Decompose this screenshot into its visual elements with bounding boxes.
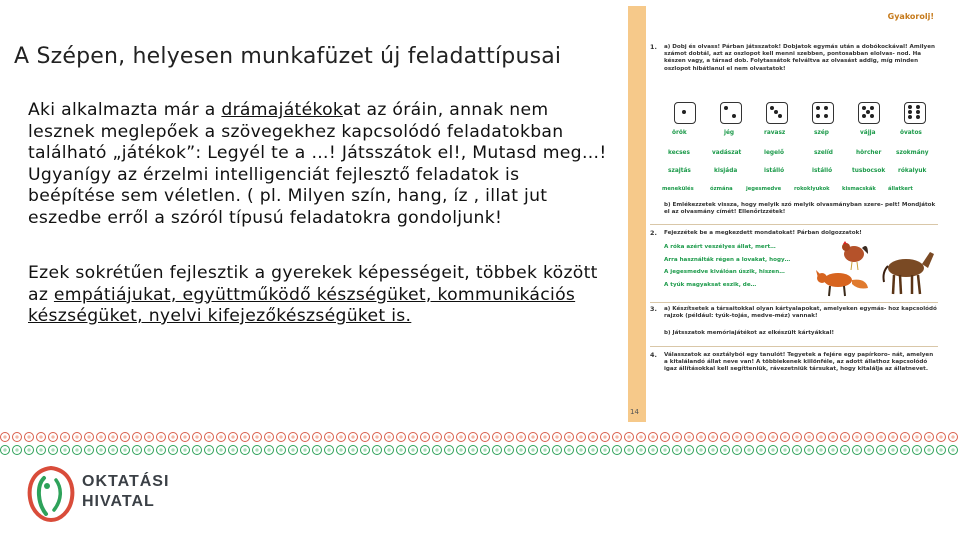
ornament-dot-icon xyxy=(672,445,682,455)
ornament-dot-icon xyxy=(180,432,190,442)
ornament-dot-icon xyxy=(636,432,646,442)
task-1a xyxy=(650,44,938,73)
logo-line-1: OKTATÁSI xyxy=(82,473,170,490)
ornament-dot-icon xyxy=(24,445,34,455)
ornament-dot-icon xyxy=(384,445,394,455)
ornament-dot-icon xyxy=(180,445,190,455)
ornament-dot-icon xyxy=(156,445,166,455)
ornament-dot-icon xyxy=(696,445,706,455)
ornament-dot-icon xyxy=(264,445,274,455)
task-number: 2. xyxy=(650,229,657,237)
ornament-dot-icon xyxy=(276,445,286,455)
ornament-dot-icon xyxy=(540,432,550,442)
ornament-dot-icon xyxy=(60,432,70,442)
ornament-dot-icon xyxy=(672,432,682,442)
word: menekülés xyxy=(662,186,694,192)
divider xyxy=(650,346,938,347)
ornament-dot-icon xyxy=(348,445,358,455)
oktatasi-hivatal-logo xyxy=(26,464,176,524)
word: vájja xyxy=(860,130,876,136)
word: kismacskák xyxy=(842,186,876,192)
word: rokoklyukok xyxy=(794,186,830,192)
ornament-dot-icon xyxy=(864,432,874,442)
fox-icon xyxy=(816,270,868,296)
sentence: A tyúk magyaksat eszik, de… xyxy=(664,281,757,288)
ornament-dot-icon xyxy=(648,432,658,442)
ornament-dot-icon xyxy=(504,445,514,455)
sentence: A róka azért veszélyes állat, mert… xyxy=(664,244,776,251)
task-text: b) Játsszatok memóriajátékot az elkészült kártyákkal! xyxy=(664,330,835,336)
sentence: Arra használták régen a lovakat, hogy… xyxy=(664,256,791,263)
word: istálló xyxy=(764,168,785,174)
p1-text-rest: at az óráin, annak nem lesznek meglepőek a szövegekhez kapcsolódó feladatokban található „játékok”: Legyél te a …! Játsszátok el!, Mutasd meg…! Ugyanígy az érzelmi intelligenciát fejlesztő feladatok is beépítése sem véletlen. ( pl. Milyen szín, hang, íz , illat jut eszedbe erről a szóról típusú feladatokra gondoljunk! xyxy=(28,100,607,228)
ornament-dot-icon xyxy=(12,432,22,442)
divider xyxy=(650,224,938,225)
ornament-dot-icon xyxy=(144,445,154,455)
ornament-dot-icon xyxy=(708,445,718,455)
task-text: Fejezzétek be a megkezdett mondatokat! Párban dolgozzatok! xyxy=(664,230,862,236)
task-3b xyxy=(650,330,938,337)
ornament-dot-icon xyxy=(552,432,562,442)
ornament-dot-icon xyxy=(684,432,694,442)
dice-row xyxy=(664,102,934,128)
ornament-dot-icon xyxy=(768,432,778,442)
ornament-dot-icon xyxy=(192,445,202,455)
ornament-dot-icon xyxy=(588,445,598,455)
workbook-page xyxy=(628,6,946,422)
task-text: a) Dobj és olvass! Párban játsszatok! Dobjatok egymás után a dobókockával! Amilyen számot dobtál, azt az oszlopot kell menni szebben, pontosabban elolvas- nod. Ha készen vagy, a társad dob. Folytassátok felváltva az olvasást addig, míg minden oszlopot hibátlanul el nem olvastatok! xyxy=(664,44,935,72)
ornament-dot-icon xyxy=(480,445,490,455)
ornament-dot-icon xyxy=(300,432,310,442)
ornament-dot-icon xyxy=(948,432,958,442)
ornament-dot-icon xyxy=(864,445,874,455)
word: hörcher xyxy=(856,150,882,156)
ornament-dot-icon xyxy=(600,432,610,442)
ornament-dot-icon xyxy=(876,432,886,442)
logo-text xyxy=(82,472,169,512)
ornament-dot-icon xyxy=(312,445,322,455)
ornament-dot-icon xyxy=(216,432,226,442)
ornament-dot-icon xyxy=(564,432,574,442)
ornament-dot-icon xyxy=(84,432,94,442)
ornament-dot-icon xyxy=(372,445,382,455)
ornament-dot-icon xyxy=(804,445,814,455)
ornament-dot-icon xyxy=(108,432,118,442)
word: szép xyxy=(814,130,829,136)
word: állatkert xyxy=(888,186,913,192)
ornament-dot-icon xyxy=(732,432,742,442)
ornament-dot-icon xyxy=(876,445,886,455)
task-1b xyxy=(650,202,938,216)
p1-underlined-term: drámajátékok xyxy=(221,100,343,120)
ornament-dot-icon xyxy=(120,445,130,455)
ornament-dot-icon xyxy=(624,432,634,442)
p2-text-start: Ezek sokrétűen fejlesztik a gyerekek képességeit, többek között az xyxy=(28,263,598,305)
ornament-dot-icon xyxy=(168,445,178,455)
ornament-dot-icon xyxy=(816,445,826,455)
ornament-dot-icon xyxy=(852,432,862,442)
hen-icon xyxy=(842,241,868,270)
word: szelíd xyxy=(814,150,833,156)
ornament-dot-icon xyxy=(600,445,610,455)
ornament-dot-icon xyxy=(528,445,538,455)
ornament-dot-icon xyxy=(216,445,226,455)
page-title: A Szépen, helyesen munkafüzet új feladattípusai xyxy=(14,44,562,69)
ornament-dot-icon xyxy=(576,445,586,455)
ornament-dot-icon xyxy=(0,432,10,442)
ornament-dot-icon xyxy=(516,432,526,442)
task-number: 1. xyxy=(650,43,657,51)
ornament-dot-icon xyxy=(96,445,106,455)
ornament-dot-icon xyxy=(816,432,826,442)
ornament-dot-icon xyxy=(912,432,922,442)
sentence: A jegesmedve kiválóan úszik, hiszen… xyxy=(664,269,785,276)
ornament-dot-icon xyxy=(36,445,46,455)
sentence-list xyxy=(650,241,800,291)
word: ravasz xyxy=(764,130,786,136)
ornament-dot-icon xyxy=(840,432,850,442)
ornament-dot-icon xyxy=(696,432,706,442)
ornament-dot-icon xyxy=(120,432,130,442)
ornament-dot-icon xyxy=(708,432,718,442)
ornament-dot-icon xyxy=(720,445,730,455)
ornament-dot-icon xyxy=(240,432,250,442)
task-4 xyxy=(650,352,938,374)
divider xyxy=(650,302,938,303)
die-three-icon xyxy=(766,102,788,124)
ornament-dot-icon xyxy=(828,445,838,455)
workbook-side-strip xyxy=(628,6,646,422)
task-text: b) Emlékezzetek vissza, hogy melyik szó melyik olvasmányban szere- pelt! Mondjátok el az olvasmány címét! Ellenőrizzétek! xyxy=(664,202,936,216)
ornament-dot-icon xyxy=(660,445,670,455)
owl-logo-icon xyxy=(26,464,76,524)
word: szokmány xyxy=(896,150,929,156)
ornament-dot-icon xyxy=(468,432,478,442)
ornament-dot-icon xyxy=(96,432,106,442)
ornament-dot-icon xyxy=(456,432,466,442)
ornament-dot-icon xyxy=(636,445,646,455)
ornament-dot-icon xyxy=(432,445,442,455)
ornament-dot-icon xyxy=(420,445,430,455)
ornament-dot-icon xyxy=(732,445,742,455)
ornament-dot-icon xyxy=(240,445,250,455)
ornament-dot-icon xyxy=(588,432,598,442)
ornament-dot-icon xyxy=(264,432,274,442)
ornament-dot-icon xyxy=(444,445,454,455)
ornament-dot-icon xyxy=(192,432,202,442)
ornament-dot-icon xyxy=(0,445,10,455)
ornament-dot-icon xyxy=(936,432,946,442)
task-text: Válasszatok az osztályból egy tanulót! Tegyetek a fejére egy papírkoro- nát, amelyen a kitalálandó állat neve van! A többiekenek kiilönféle, az adott állathoz kapcsolódó igaz állításokkal kell segítteniük, rávezetniük társukat, hogy kitalálja az állatnevet. xyxy=(664,352,934,373)
ornament-dot-icon xyxy=(396,445,406,455)
ornament-dot-icon xyxy=(768,445,778,455)
ornament-dot-icon xyxy=(324,445,334,455)
word: kecses xyxy=(668,150,690,156)
ornament-dot-icon xyxy=(780,432,790,442)
ornament-dot-icon xyxy=(360,445,370,455)
ornament-dot-icon xyxy=(228,445,238,455)
ornament-dot-icon xyxy=(660,432,670,442)
word: ózmána xyxy=(710,186,733,192)
ornament-dot-icon xyxy=(492,432,502,442)
ornament-dot-icon xyxy=(900,445,910,455)
ornament-dot-icon xyxy=(456,445,466,455)
skills-paragraph xyxy=(28,263,608,328)
task-number: 4. xyxy=(650,351,657,359)
ornament-dot-icon xyxy=(312,432,322,442)
ornament-dot-icon xyxy=(504,432,514,442)
ornament-dot-icon xyxy=(204,445,214,455)
word: örök xyxy=(672,130,687,136)
ornament-dot-icon xyxy=(156,432,166,442)
ornament-dot-icon xyxy=(792,432,802,442)
ornament-dot-icon xyxy=(300,445,310,455)
ornament-row-red xyxy=(0,431,960,443)
ornament-dot-icon xyxy=(72,445,82,455)
ornament-dot-icon xyxy=(252,445,262,455)
ornament-dot-icon xyxy=(252,432,262,442)
ornament-dot-icon xyxy=(492,445,502,455)
ornament-dot-icon xyxy=(780,445,790,455)
ornament-dot-icon xyxy=(348,432,358,442)
ornament-dot-icon xyxy=(888,432,898,442)
ornament-dot-icon xyxy=(936,445,946,455)
ornament-dot-icon xyxy=(288,445,298,455)
workbook-page-number: 14 xyxy=(630,408,639,416)
die-five-icon xyxy=(858,102,880,124)
horse-icon xyxy=(884,252,935,294)
word: legelő xyxy=(764,150,784,156)
ornament-dot-icon xyxy=(324,432,334,442)
ornament-dot-icon xyxy=(684,445,694,455)
word: vadászat xyxy=(712,150,742,156)
ornament-dot-icon xyxy=(804,432,814,442)
ornament-dot-icon xyxy=(480,432,490,442)
ornament-dot-icon xyxy=(744,432,754,442)
ornament-dot-icon xyxy=(384,432,394,442)
ornament-dot-icon xyxy=(828,432,838,442)
word: kisjáda xyxy=(714,168,738,174)
ornament-dot-icon xyxy=(24,432,34,442)
task-3a xyxy=(650,306,938,320)
ornament-dot-icon xyxy=(612,432,622,442)
task-number: 3. xyxy=(650,305,657,313)
ornament-dot-icon xyxy=(108,445,118,455)
ornament-dot-icon xyxy=(336,432,346,442)
ornament-dot-icon xyxy=(432,432,442,442)
ornament-dot-icon xyxy=(12,445,22,455)
p2-underlined-skills: empátiájukat, együttműködő készségüket, kommunikációs készségüket, nyelvi kifejezőkészségüket is. xyxy=(28,284,576,326)
ornament-dot-icon xyxy=(408,432,418,442)
ornament-dot-icon xyxy=(624,445,634,455)
ornament-dot-icon xyxy=(612,445,622,455)
ornament-dot-icon xyxy=(900,432,910,442)
ornament-dot-icon xyxy=(528,432,538,442)
ornament-dot-icon xyxy=(132,445,142,455)
ornament-dot-icon xyxy=(408,445,418,455)
ornament-row-green xyxy=(0,444,960,456)
ornament-dot-icon xyxy=(48,432,58,442)
ornament-dot-icon xyxy=(60,445,70,455)
ornament-dot-icon xyxy=(204,432,214,442)
ornament-dot-icon xyxy=(360,432,370,442)
ornament-dot-icon xyxy=(516,445,526,455)
workbook-header: Gyakorolj! xyxy=(887,12,934,21)
ornament-dot-icon xyxy=(540,445,550,455)
ornament-dot-icon xyxy=(924,445,934,455)
ornament-dot-icon xyxy=(288,432,298,442)
ornament-dot-icon xyxy=(924,432,934,442)
ornament-dot-icon xyxy=(372,432,382,442)
ornament-dot-icon xyxy=(744,445,754,455)
intro-paragraph xyxy=(28,100,608,229)
ornament-dot-icon xyxy=(576,432,586,442)
ornament-dot-icon xyxy=(468,445,478,455)
ornament-dot-icon xyxy=(564,445,574,455)
ornament-dot-icon xyxy=(84,445,94,455)
ornament-dot-icon xyxy=(420,432,430,442)
ornament-dot-icon xyxy=(552,445,562,455)
word: istálló xyxy=(812,168,833,174)
word: szajtás xyxy=(668,168,691,174)
die-one-icon xyxy=(674,102,696,124)
ornament-dot-icon xyxy=(36,432,46,442)
ornament-dot-icon xyxy=(48,445,58,455)
ornament-dot-icon xyxy=(336,445,346,455)
word: rókalyuk xyxy=(898,168,927,174)
ornament-dot-icon xyxy=(276,432,286,442)
ornament-dot-icon xyxy=(948,445,958,455)
ornament-dot-icon xyxy=(444,432,454,442)
ornament-dot-icon xyxy=(144,432,154,442)
die-six-icon xyxy=(904,102,926,124)
ornament-dot-icon xyxy=(168,432,178,442)
ornament-dot-icon xyxy=(852,445,862,455)
word: övatos xyxy=(900,130,922,136)
die-two-icon xyxy=(720,102,742,124)
ornament-dot-icon xyxy=(912,445,922,455)
ornament-dot-icon xyxy=(720,432,730,442)
ornament-dot-icon xyxy=(228,432,238,442)
ornament-dot-icon xyxy=(132,432,142,442)
ornament-dot-icon xyxy=(756,432,766,442)
logo-line-2: HIVATAL xyxy=(82,493,155,510)
task-text: a) Készítsetek a társaitokkal olyan kártyalapokat, amelyeken egymás- hoz kapcsolódó rajzok (például: tyúk-tojás, medve-méz) vannak! xyxy=(664,306,937,320)
word: jegesmedve xyxy=(746,186,782,192)
p1-text-start: Aki alkalmazta már a xyxy=(28,100,222,120)
word: tusbocsok xyxy=(852,168,886,174)
ornament-dot-icon xyxy=(72,432,82,442)
word: jég xyxy=(724,130,735,136)
ornament-dot-icon xyxy=(840,445,850,455)
ornament-dot-icon xyxy=(396,432,406,442)
die-four-icon xyxy=(812,102,834,124)
ornament-dot-icon xyxy=(792,445,802,455)
animals-illustration xyxy=(808,238,938,298)
ornament-dot-icon xyxy=(888,445,898,455)
ornament-dot-icon xyxy=(756,445,766,455)
ornament-dot-icon xyxy=(648,445,658,455)
